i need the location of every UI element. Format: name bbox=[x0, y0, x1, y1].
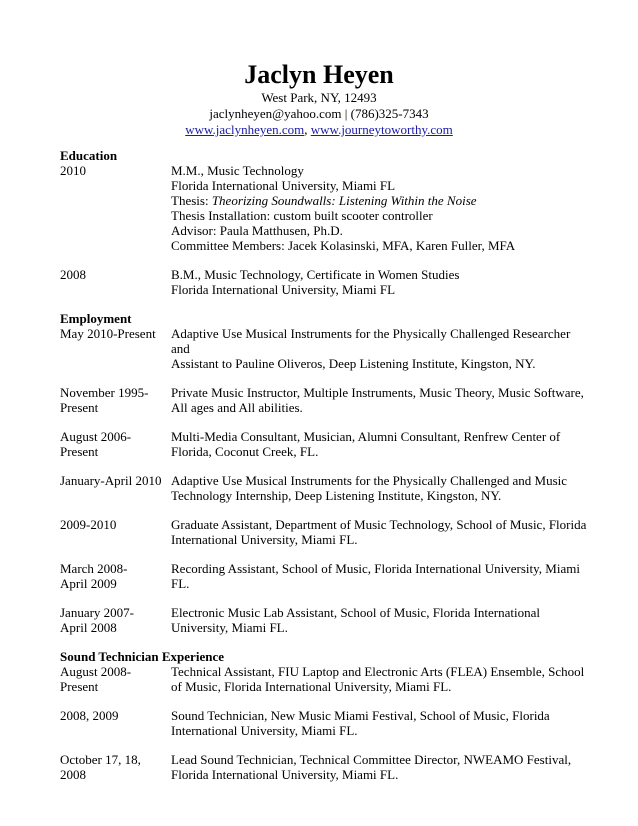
desc-line: International University, Miami FL. bbox=[171, 532, 358, 547]
date-line: August 2006- bbox=[60, 429, 132, 444]
desc-line: Adaptive Use Musical Instruments for the Physically Challenged and Music bbox=[171, 473, 568, 488]
resume-header bbox=[0, 60, 638, 138]
desc-line: Lead Sound Technician, Technical Committee Director, NWEAMO Festival, bbox=[171, 752, 572, 767]
resume-content bbox=[60, 148, 590, 782]
date-line bbox=[60, 723, 171, 738]
sound-entry bbox=[60, 752, 590, 782]
date-line: Present bbox=[60, 679, 99, 694]
spacer bbox=[60, 591, 590, 605]
entry-description bbox=[171, 473, 590, 503]
date-line: August 2008- bbox=[60, 664, 132, 679]
date-line: Present bbox=[60, 400, 99, 415]
spacer bbox=[60, 371, 590, 385]
entry-description bbox=[171, 429, 590, 459]
spacer bbox=[60, 738, 590, 752]
entry-date bbox=[60, 517, 171, 547]
desc-line: International University, Miami FL. bbox=[171, 723, 358, 738]
institution: Florida International University, Miami FL bbox=[171, 282, 396, 297]
desc-line: Multi-Media Consultant, Musician, Alumni Consultant, Renfrew Center of bbox=[171, 429, 561, 444]
date-line: Present bbox=[60, 444, 99, 459]
entry-description bbox=[171, 326, 590, 371]
spacer bbox=[60, 297, 590, 311]
desc-line: Private Music Instructor, Multiple Instruments, Music Theory, Music Software, bbox=[171, 385, 584, 400]
entry-date: 2010 bbox=[60, 163, 86, 178]
date-line: January-April 2010 bbox=[60, 473, 162, 488]
spacer bbox=[60, 694, 590, 708]
entry-date bbox=[60, 605, 171, 635]
thesis bbox=[171, 193, 590, 208]
desc-line: FL. bbox=[171, 576, 190, 591]
education-heading: Education bbox=[60, 148, 118, 163]
date-line: 2008 bbox=[60, 767, 86, 782]
desc-line: Recording Assistant, School of Music, Florida International University, Miami bbox=[171, 561, 580, 576]
date-line: 2009-2010 bbox=[60, 517, 117, 532]
employment-entry bbox=[60, 517, 590, 547]
desc-line: University, Miami FL. bbox=[171, 620, 288, 635]
spacer bbox=[60, 503, 590, 517]
website-link-1[interactable]: www.jaclynheyen.com bbox=[185, 122, 305, 137]
link-separator: , bbox=[304, 122, 311, 137]
degree: M.M., Music Technology bbox=[171, 163, 304, 178]
sound-technician-heading: Sound Technician Experience bbox=[60, 649, 224, 664]
committee-members: Committee Members: Jacek Kolasinski, MFA, Karen Fuller, MFA bbox=[171, 238, 516, 253]
desc-line: Adaptive Use Musical Instruments for the Physically Challenged Researcher and bbox=[171, 326, 571, 356]
sound-entry bbox=[60, 664, 590, 694]
desc-line: of Music, Florida International University, Miami FL. bbox=[171, 679, 452, 694]
desc-line: Electronic Music Lab Assistant, School of Music, Florida International bbox=[171, 605, 540, 620]
employment-entry bbox=[60, 326, 590, 371]
desc-line: Sound Technician, New Music Miami Festival, School of Music, Florida bbox=[171, 708, 550, 723]
thesis-title: Theorizing Soundwalls: Listening Within the Noise bbox=[211, 193, 477, 208]
entry-description bbox=[171, 163, 590, 253]
desc-line: Florida, Coconut Creek, FL. bbox=[171, 444, 319, 459]
sound-entry bbox=[60, 708, 590, 738]
entry-description bbox=[171, 752, 590, 782]
desc-line: Graduate Assistant, Department of Music Technology, School of Music, Florida bbox=[171, 517, 587, 532]
applicant-name: Jaclyn Heyen bbox=[244, 60, 394, 89]
date-line bbox=[60, 532, 171, 547]
date-line: January 2007- bbox=[60, 605, 135, 620]
entry-date bbox=[60, 752, 171, 782]
location: West Park, NY, 12493 bbox=[261, 90, 377, 105]
employment-entry bbox=[60, 561, 590, 591]
employment-entry bbox=[60, 385, 590, 415]
date-line: April 2009 bbox=[60, 576, 117, 591]
spacer bbox=[60, 415, 590, 429]
entry-date bbox=[60, 385, 171, 415]
date-line: May 2010-Present bbox=[60, 326, 156, 341]
degree: B.M., Music Technology, Certificate in Women Studies bbox=[171, 267, 460, 282]
date-line: October 17, 18, bbox=[60, 752, 141, 767]
entry-description bbox=[171, 708, 590, 738]
entry-date bbox=[60, 473, 171, 503]
entry-date bbox=[60, 708, 171, 738]
entry-description bbox=[171, 605, 590, 635]
advisor: Advisor: Paula Matthusen, Ph.D. bbox=[171, 223, 343, 238]
entry-description bbox=[171, 267, 590, 297]
entry-date: 2008 bbox=[60, 267, 86, 282]
desc-line: Assistant to Pauline Oliveros, Deep Listening Institute, Kingston, NY. bbox=[171, 356, 536, 371]
employment-entry bbox=[60, 605, 590, 635]
spacer bbox=[60, 635, 590, 649]
date-line bbox=[60, 341, 171, 356]
entry-description bbox=[171, 561, 590, 591]
entry-date bbox=[60, 561, 171, 591]
spacer bbox=[60, 459, 590, 473]
desc-line: Technical Assistant, FIU Laptop and Electronic Arts (FLEA) Ensemble, School bbox=[171, 664, 585, 679]
entry-date bbox=[60, 326, 171, 371]
website-link-2[interactable]: www.journeytoworthy.com bbox=[310, 122, 453, 137]
entry-description bbox=[171, 517, 590, 547]
website-links bbox=[0, 122, 638, 138]
date-line: March 2008- bbox=[60, 561, 128, 576]
entry-date bbox=[60, 429, 171, 459]
date-line: November 1995- bbox=[60, 385, 149, 400]
contact-info: jaclynheyen@yahoo.com | (786)325-7343 bbox=[209, 106, 429, 121]
institution: Florida International University, Miami FL bbox=[171, 178, 396, 193]
entry-description bbox=[171, 385, 590, 415]
desc-line: Florida International University, Miami FL. bbox=[171, 767, 399, 782]
spacer bbox=[60, 547, 590, 561]
thesis-prefix: Thesis: bbox=[171, 193, 212, 208]
desc-line: All ages and All abilities. bbox=[171, 400, 303, 415]
entry-description bbox=[171, 664, 590, 694]
desc-line: Technology Internship, Deep Listening Institute, Kingston, NY. bbox=[171, 488, 502, 503]
entry-date bbox=[60, 664, 171, 694]
spacer bbox=[60, 253, 590, 267]
thesis-installation: Thesis Installation: custom built scooter controller bbox=[171, 208, 433, 223]
education-entry bbox=[60, 163, 590, 253]
date-line: 2008, 2009 bbox=[60, 708, 119, 723]
education-entry bbox=[60, 267, 590, 297]
employment-entry bbox=[60, 473, 590, 503]
date-line bbox=[60, 488, 171, 503]
employment-entry bbox=[60, 429, 590, 459]
date-line: April 2008 bbox=[60, 620, 117, 635]
employment-heading: Employment bbox=[60, 311, 132, 326]
